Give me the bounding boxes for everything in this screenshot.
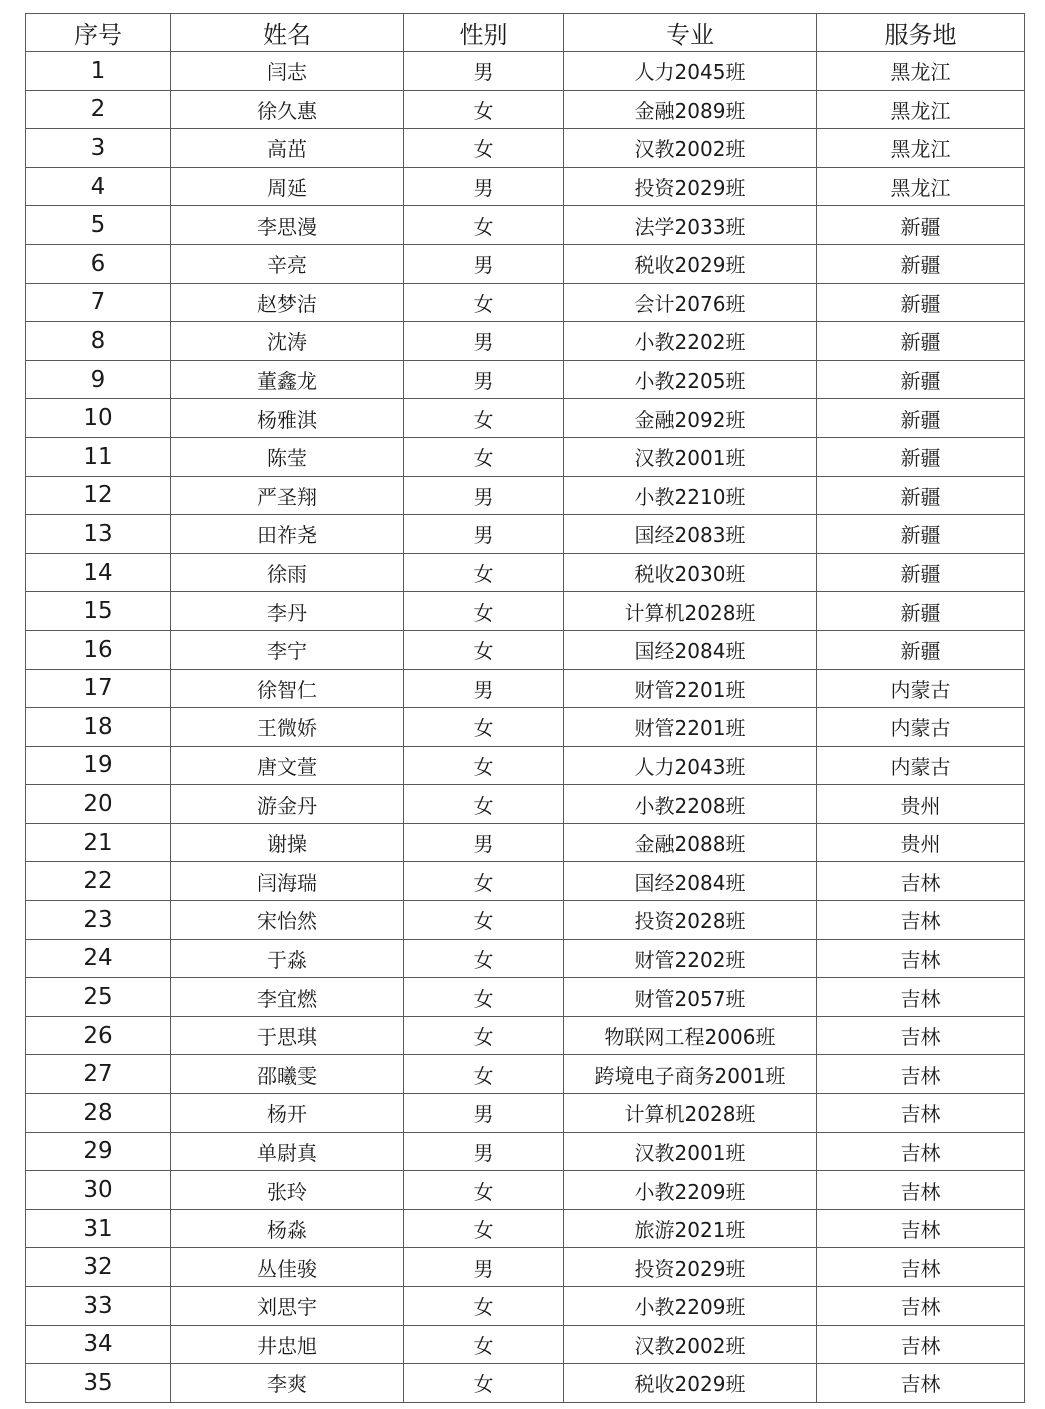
cell-name: 丛佳骏 — [171, 1248, 404, 1287]
cell-name: 闫志 — [171, 52, 404, 91]
table-row — [26, 1364, 1025, 1403]
cell-major: 投资2028班 — [564, 901, 817, 940]
cell-service-location: 新疆 — [817, 322, 1025, 361]
cell-name: 杨雅淇 — [171, 399, 404, 438]
cell-gender: 女 — [404, 1171, 564, 1210]
cell-service-location: 贵州 — [817, 785, 1025, 824]
table-row — [26, 1132, 1025, 1171]
table-row — [26, 244, 1025, 283]
cell-name: 单尉真 — [171, 1132, 404, 1171]
table-row — [26, 1325, 1025, 1364]
table-row — [26, 360, 1025, 399]
cell-major: 汉教2001班 — [564, 437, 817, 476]
cell-major: 汉教2002班 — [564, 1325, 817, 1364]
cell-name: 王微娇 — [171, 708, 404, 747]
cell-name: 田祚尧 — [171, 515, 404, 554]
cell-gender: 女 — [404, 90, 564, 129]
cell-service-location: 贵州 — [817, 823, 1025, 862]
cell-index: 30 — [26, 1171, 171, 1210]
cell-index: 16 — [26, 630, 171, 669]
cell-gender: 女 — [404, 206, 564, 245]
cell-major: 国经2084班 — [564, 630, 817, 669]
cell-gender: 男 — [404, 244, 564, 283]
cell-service-location: 吉林 — [817, 978, 1025, 1017]
table-row — [26, 823, 1025, 862]
cell-gender: 女 — [404, 1287, 564, 1326]
cell-name: 张玲 — [171, 1171, 404, 1210]
cell-major: 投资2029班 — [564, 167, 817, 206]
table-row — [26, 399, 1025, 438]
cell-service-location: 内蒙古 — [817, 669, 1025, 708]
cell-service-location: 吉林 — [817, 1016, 1025, 1055]
cell-gender: 女 — [404, 862, 564, 901]
cell-gender: 男 — [404, 1248, 564, 1287]
cell-service-location: 吉林 — [817, 1248, 1025, 1287]
cell-gender: 女 — [404, 399, 564, 438]
cell-major: 金融2092班 — [564, 399, 817, 438]
table-row — [26, 90, 1025, 129]
cell-major: 旅游2021班 — [564, 1209, 817, 1248]
cell-service-location: 新疆 — [817, 476, 1025, 515]
cell-gender: 男 — [404, 360, 564, 399]
cell-gender: 女 — [404, 129, 564, 168]
cell-service-location: 黑龙江 — [817, 52, 1025, 91]
table-row — [26, 476, 1025, 515]
cell-index: 19 — [26, 746, 171, 785]
cell-major: 财管2201班 — [564, 669, 817, 708]
cell-gender: 女 — [404, 708, 564, 747]
cell-service-location: 新疆 — [817, 630, 1025, 669]
cell-name: 严圣翔 — [171, 476, 404, 515]
cell-service-location: 吉林 — [817, 1171, 1025, 1210]
header-name: 姓名 — [171, 14, 404, 52]
cell-major: 汉教2001班 — [564, 1132, 817, 1171]
cell-major: 财管2201班 — [564, 708, 817, 747]
cell-index: 32 — [26, 1248, 171, 1287]
cell-name: 宋怡然 — [171, 901, 404, 940]
cell-service-location: 新疆 — [817, 360, 1025, 399]
cell-major: 汉教2002班 — [564, 129, 817, 168]
cell-index: 28 — [26, 1094, 171, 1133]
cell-major: 计算机2028班 — [564, 1094, 817, 1133]
cell-name: 陈莹 — [171, 437, 404, 476]
cell-service-location: 吉林 — [817, 862, 1025, 901]
cell-index: 9 — [26, 360, 171, 399]
table-row — [26, 206, 1025, 245]
cell-major: 计算机2028班 — [564, 592, 817, 631]
cell-gender: 男 — [404, 515, 564, 554]
cell-gender: 女 — [404, 630, 564, 669]
table-row — [26, 708, 1025, 747]
cell-index: 17 — [26, 669, 171, 708]
table-row — [26, 592, 1025, 631]
cell-service-location: 吉林 — [817, 1055, 1025, 1094]
cell-service-location: 吉林 — [817, 1325, 1025, 1364]
cell-index: 27 — [26, 1055, 171, 1094]
cell-index: 33 — [26, 1287, 171, 1326]
table-row — [26, 129, 1025, 168]
cell-major: 税收2029班 — [564, 244, 817, 283]
cell-name: 杨开 — [171, 1094, 404, 1133]
cell-service-location: 吉林 — [817, 1287, 1025, 1326]
table-body — [26, 52, 1025, 1403]
cell-name: 徐久惠 — [171, 90, 404, 129]
cell-major: 税收2029班 — [564, 1364, 817, 1403]
cell-service-location: 新疆 — [817, 437, 1025, 476]
cell-service-location: 新疆 — [817, 244, 1025, 283]
table-row — [26, 1248, 1025, 1287]
roster-table — [25, 13, 1025, 1403]
cell-name: 李思漫 — [171, 206, 404, 245]
cell-gender: 女 — [404, 1016, 564, 1055]
cell-name: 闫海瑞 — [171, 862, 404, 901]
cell-name: 谢操 — [171, 823, 404, 862]
cell-index: 12 — [26, 476, 171, 515]
cell-service-location: 新疆 — [817, 553, 1025, 592]
table-row — [26, 437, 1025, 476]
table-row — [26, 1287, 1025, 1326]
cell-name: 游金丹 — [171, 785, 404, 824]
cell-index: 11 — [26, 437, 171, 476]
cell-gender: 女 — [404, 592, 564, 631]
cell-gender: 男 — [404, 52, 564, 91]
cell-service-location: 黑龙江 — [817, 167, 1025, 206]
cell-service-location: 新疆 — [817, 515, 1025, 554]
cell-gender: 女 — [404, 553, 564, 592]
table-row — [26, 746, 1025, 785]
cell-service-location: 黑龙江 — [817, 90, 1025, 129]
cell-service-location: 吉林 — [817, 939, 1025, 978]
cell-gender: 男 — [404, 1132, 564, 1171]
cell-major: 物联网工程2006班 — [564, 1016, 817, 1055]
cell-index: 6 — [26, 244, 171, 283]
cell-name: 李宜燃 — [171, 978, 404, 1017]
header-gender: 性别 — [404, 14, 564, 52]
cell-index: 3 — [26, 129, 171, 168]
cell-service-location: 吉林 — [817, 1209, 1025, 1248]
table-row — [26, 1209, 1025, 1248]
cell-gender: 男 — [404, 476, 564, 515]
table-row — [26, 52, 1025, 91]
cell-gender: 男 — [404, 167, 564, 206]
table-row — [26, 785, 1025, 824]
cell-gender: 女 — [404, 437, 564, 476]
cell-major: 小教2209班 — [564, 1287, 817, 1326]
cell-index: 4 — [26, 167, 171, 206]
cell-major: 法学2033班 — [564, 206, 817, 245]
table-row — [26, 901, 1025, 940]
cell-name: 李丹 — [171, 592, 404, 631]
cell-major: 小教2205班 — [564, 360, 817, 399]
cell-service-location: 吉林 — [817, 901, 1025, 940]
cell-name: 杨淼 — [171, 1209, 404, 1248]
cell-major: 跨境电子商务2001班 — [564, 1055, 817, 1094]
cell-major: 人力2043班 — [564, 746, 817, 785]
table-row — [26, 553, 1025, 592]
table-row — [26, 630, 1025, 669]
cell-gender: 男 — [404, 322, 564, 361]
table-row — [26, 1055, 1025, 1094]
cell-service-location: 黑龙江 — [817, 129, 1025, 168]
cell-gender: 女 — [404, 785, 564, 824]
header-index: 序号 — [26, 14, 171, 52]
cell-name: 高茁 — [171, 129, 404, 168]
cell-index: 10 — [26, 399, 171, 438]
cell-service-location: 新疆 — [817, 283, 1025, 322]
cell-major: 金融2088班 — [564, 823, 817, 862]
cell-major: 国经2084班 — [564, 862, 817, 901]
table-row — [26, 515, 1025, 554]
cell-index: 7 — [26, 283, 171, 322]
cell-name: 周延 — [171, 167, 404, 206]
cell-index: 15 — [26, 592, 171, 631]
cell-index: 13 — [26, 515, 171, 554]
cell-gender: 男 — [404, 823, 564, 862]
cell-gender: 女 — [404, 978, 564, 1017]
cell-index: 34 — [26, 1325, 171, 1364]
table-row — [26, 1016, 1025, 1055]
cell-service-location: 新疆 — [817, 206, 1025, 245]
cell-gender: 女 — [404, 746, 564, 785]
cell-major: 小教2210班 — [564, 476, 817, 515]
cell-gender: 男 — [404, 669, 564, 708]
table-row — [26, 1171, 1025, 1210]
cell-index: 1 — [26, 52, 171, 91]
cell-name: 刘思宇 — [171, 1287, 404, 1326]
cell-major: 投资2029班 — [564, 1248, 817, 1287]
cell-index: 35 — [26, 1364, 171, 1403]
cell-name: 唐文萱 — [171, 746, 404, 785]
cell-name: 沈涛 — [171, 322, 404, 361]
header-major: 专业 — [564, 14, 817, 52]
cell-index: 20 — [26, 785, 171, 824]
cell-major: 财管2057班 — [564, 978, 817, 1017]
cell-index: 23 — [26, 901, 171, 940]
cell-name: 李宁 — [171, 630, 404, 669]
header-row — [26, 14, 1025, 52]
table-row — [26, 978, 1025, 1017]
cell-gender: 女 — [404, 1209, 564, 1248]
cell-service-location: 内蒙古 — [817, 746, 1025, 785]
cell-major: 金融2089班 — [564, 90, 817, 129]
cell-major: 国经2083班 — [564, 515, 817, 554]
cell-index: 8 — [26, 322, 171, 361]
cell-index: 24 — [26, 939, 171, 978]
cell-index: 25 — [26, 978, 171, 1017]
cell-major: 税收2030班 — [564, 553, 817, 592]
cell-name: 李爽 — [171, 1364, 404, 1403]
cell-service-location: 吉林 — [817, 1094, 1025, 1133]
cell-major: 小教2209班 — [564, 1171, 817, 1210]
table-row — [26, 322, 1025, 361]
cell-name: 于淼 — [171, 939, 404, 978]
table-header — [26, 14, 1025, 52]
table-row — [26, 1094, 1025, 1133]
cell-name: 赵梦洁 — [171, 283, 404, 322]
cell-index: 31 — [26, 1209, 171, 1248]
cell-gender: 女 — [404, 1325, 564, 1364]
cell-gender: 女 — [404, 939, 564, 978]
table-row — [26, 669, 1025, 708]
cell-name: 徐智仁 — [171, 669, 404, 708]
cell-major: 会计2076班 — [564, 283, 817, 322]
cell-index: 26 — [26, 1016, 171, 1055]
cell-name: 于思琪 — [171, 1016, 404, 1055]
table-row — [26, 167, 1025, 206]
cell-name: 辛亮 — [171, 244, 404, 283]
cell-gender: 女 — [404, 1055, 564, 1094]
cell-name: 徐雨 — [171, 553, 404, 592]
cell-service-location: 吉林 — [817, 1132, 1025, 1171]
cell-name: 邵曦雯 — [171, 1055, 404, 1094]
cell-service-location: 吉林 — [817, 1364, 1025, 1403]
cell-index: 29 — [26, 1132, 171, 1171]
cell-major: 小教2202班 — [564, 322, 817, 361]
cell-index: 14 — [26, 553, 171, 592]
header-service-location: 服务地 — [817, 14, 1025, 52]
cell-index: 5 — [26, 206, 171, 245]
cell-major: 小教2208班 — [564, 785, 817, 824]
table-row — [26, 283, 1025, 322]
cell-service-location: 新疆 — [817, 592, 1025, 631]
cell-service-location: 内蒙古 — [817, 708, 1025, 747]
cell-name: 井忠旭 — [171, 1325, 404, 1364]
cell-major: 人力2045班 — [564, 52, 817, 91]
cell-index: 2 — [26, 90, 171, 129]
cell-gender: 女 — [404, 283, 564, 322]
cell-gender: 男 — [404, 1094, 564, 1133]
table-row — [26, 862, 1025, 901]
cell-name: 董鑫龙 — [171, 360, 404, 399]
table-row — [26, 939, 1025, 978]
cell-major: 财管2202班 — [564, 939, 817, 978]
cell-service-location: 新疆 — [817, 399, 1025, 438]
cell-index: 18 — [26, 708, 171, 747]
cell-gender: 女 — [404, 1364, 564, 1403]
cell-index: 22 — [26, 862, 171, 901]
cell-index: 21 — [26, 823, 171, 862]
cell-gender: 女 — [404, 901, 564, 940]
